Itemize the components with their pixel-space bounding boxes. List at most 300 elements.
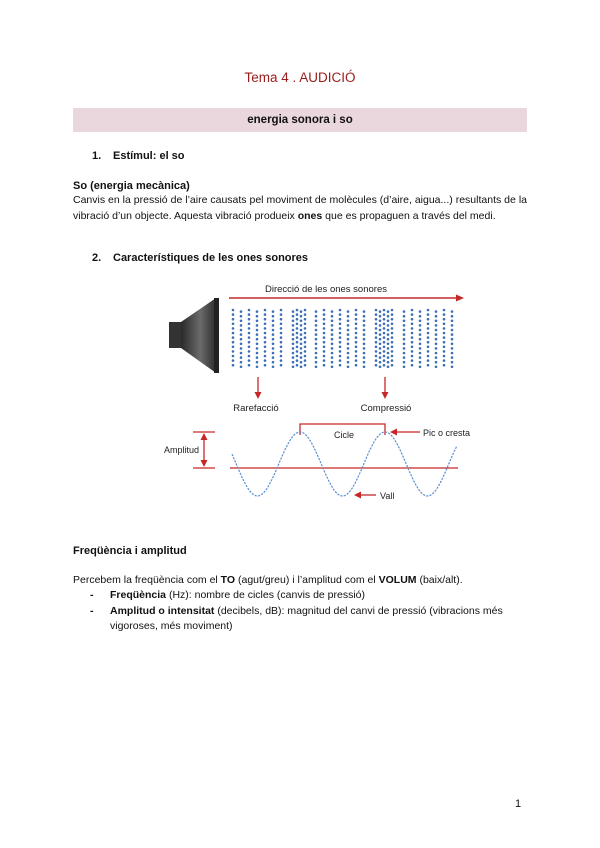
molecule-dot: [248, 327, 251, 330]
molecule-dot: [443, 350, 446, 353]
molecule-dot: [300, 347, 303, 350]
molecule-dot: [300, 320, 303, 323]
molecule-dot: [363, 320, 366, 323]
molecule-dot: [292, 315, 295, 318]
molecule-dot: [232, 336, 235, 339]
molecule-dot: [411, 323, 414, 326]
molecule-dot: [296, 323, 299, 326]
molecule-dot: [272, 320, 275, 323]
molecule-dot: [403, 347, 406, 350]
molecule-dot: [264, 323, 267, 326]
molecule-dot: [403, 324, 406, 327]
freq-heading: Freqüència i amplitud: [73, 545, 187, 557]
molecule-dot: [240, 347, 243, 350]
molecule-dot: [363, 366, 366, 369]
molecule-dot: [280, 359, 283, 362]
molecule-dot: [331, 315, 334, 318]
molecule-dot: [248, 346, 251, 349]
section-2-title: Característiques de les ones sonores: [113, 252, 309, 264]
molecule-dot: [443, 318, 446, 321]
molecule-dot: [264, 313, 267, 316]
molecule-dot: [451, 352, 454, 355]
molecule-dot: [323, 336, 326, 339]
molecule-dot: [232, 350, 235, 353]
molecule-dot: [315, 356, 318, 359]
molecule-dot: [427, 323, 430, 326]
molecule-dot: [411, 318, 414, 321]
molecule-dot: [451, 338, 454, 341]
molecule-dot: [300, 343, 303, 346]
molecule-dot: [347, 347, 350, 350]
molecule-dot: [339, 350, 342, 353]
molecule-dot: [323, 327, 326, 330]
molecule-dot: [403, 320, 406, 323]
freq-intro-c: (baix/alt).: [416, 574, 463, 586]
bullet-dash: -: [90, 589, 94, 601]
molecule-dot: [272, 352, 275, 355]
molecule-dot: [443, 323, 446, 326]
molecule-dot: [300, 338, 303, 341]
molecule-dots: [232, 309, 454, 368]
molecule-dot: [387, 361, 390, 364]
molecule-dot: [240, 329, 243, 332]
molecule-dot: [379, 324, 382, 327]
molecule-dot: [272, 347, 275, 350]
molecule-dot: [339, 336, 342, 339]
molecule-dot: [379, 347, 382, 350]
molecule-dot: [435, 329, 438, 332]
molecule-dot: [272, 333, 275, 336]
molecule-dot: [248, 332, 251, 335]
freq-bullet-list: [90, 588, 530, 635]
compression-arrow: [382, 377, 389, 399]
molecule-dot: [383, 350, 386, 353]
molecule-dot: [240, 361, 243, 364]
molecule-dot: [296, 327, 299, 330]
molecule-dot: [411, 355, 414, 358]
molecule-dot: [240, 333, 243, 336]
molecule-dot: [411, 336, 414, 339]
molecule-dot: [355, 318, 358, 321]
molecule-dot: [339, 346, 342, 349]
molecule-dot: [403, 315, 406, 318]
molecule-dot: [375, 313, 378, 316]
molecule-dot: [375, 332, 378, 335]
molecule-dot: [240, 315, 243, 318]
bullet-desc: (Hz): nombre de cicles (canvis de pressió): [166, 589, 366, 601]
molecule-dot: [315, 361, 318, 364]
molecule-dot: [240, 366, 243, 369]
molecule-dot: [391, 309, 394, 312]
direction-label: Direcció de les ones sonores: [265, 284, 387, 295]
molecule-dot: [304, 327, 307, 330]
molecule-dot: [363, 310, 366, 313]
molecule-dot: [435, 352, 438, 355]
molecule-dot: [355, 355, 358, 358]
molecule-dot: [391, 364, 394, 367]
molecule-dot: [256, 356, 259, 359]
molecule-dot: [427, 346, 430, 349]
molecule-dot: [315, 324, 318, 327]
molecule-dot: [292, 320, 295, 323]
molecule-dot: [300, 329, 303, 332]
molecule-dot: [435, 333, 438, 336]
molecule-dot: [323, 346, 326, 349]
molecule-dot: [264, 309, 267, 312]
molecule-dot: [292, 343, 295, 346]
molecule-dot: [383, 323, 386, 326]
molecule-dot: [296, 364, 299, 367]
molecule-dot: [232, 359, 235, 362]
molecule-dot: [403, 356, 406, 359]
molecule-dot: [435, 366, 438, 369]
molecule-dot: [443, 355, 446, 358]
molecule-dot: [403, 310, 406, 313]
molecule-dot: [339, 309, 342, 312]
molecule-dot: [387, 329, 390, 332]
molecule-dot: [355, 336, 358, 339]
molecule-dot: [304, 309, 307, 312]
molecule-dot: [256, 361, 259, 364]
peak-label: Pic o cresta: [423, 428, 471, 438]
molecule-dot: [403, 352, 406, 355]
bullet-term: Amplitud o intensitat: [110, 604, 215, 617]
molecule-dot: [240, 352, 243, 355]
molecule-dot: [355, 332, 358, 335]
molecule-dot: [391, 323, 394, 326]
molecule-dot: [315, 343, 318, 346]
molecule-dot: [379, 329, 382, 332]
molecule-dot: [427, 318, 430, 321]
direction-arrow: [229, 295, 464, 302]
molecule-dot: [248, 336, 251, 339]
molecule-dot: [248, 341, 251, 344]
molecule-dot: [403, 361, 406, 364]
molecule-dot: [355, 313, 358, 316]
molecule-dot: [280, 346, 283, 349]
molecule-dot: [347, 333, 350, 336]
molecule-dot: [248, 313, 251, 316]
molecule-dot: [280, 350, 283, 353]
so-text-a: Canvis en la pressió de l’aire causats pel moviment de molècules (d’aire, aigua...) resultants de la vibració d’un objecte. Aquesta vibració produeix: [73, 194, 527, 222]
molecule-dot: [240, 320, 243, 323]
molecule-dot: [451, 320, 454, 323]
molecule-dot: [347, 315, 350, 318]
molecule-dot: [363, 356, 366, 359]
molecule-dot: [339, 323, 342, 326]
molecule-dot: [256, 315, 259, 318]
molecule-dot: [379, 361, 382, 364]
molecule-dot: [383, 346, 386, 349]
molecule-dot: [427, 364, 430, 367]
molecule-dot: [296, 313, 299, 316]
molecule-dot: [451, 343, 454, 346]
molecule-dot: [264, 364, 267, 367]
molecule-dot: [296, 355, 299, 358]
molecule-dot: [280, 341, 283, 344]
molecule-dot: [419, 366, 422, 369]
molecule-dot: [280, 309, 283, 312]
molecule-dot: [232, 313, 235, 316]
molecule-dot: [383, 327, 386, 330]
molecule-dot: [427, 341, 430, 344]
molecule-dot: [451, 361, 454, 364]
molecule-dot: [315, 315, 318, 318]
molecule-dot: [443, 341, 446, 344]
molecule-dot: [387, 352, 390, 355]
molecule-dot: [323, 341, 326, 344]
molecule-dot: [435, 356, 438, 359]
peak-arrow: [390, 429, 420, 436]
molecule-dot: [272, 343, 275, 346]
molecule-dot: [323, 318, 326, 321]
molecule-dot: [427, 359, 430, 362]
molecule-dot: [292, 347, 295, 350]
molecule-dot: [248, 364, 251, 367]
molecule-dot: [419, 324, 422, 327]
section-2-number: 2.: [92, 252, 102, 264]
molecule-dot: [363, 343, 366, 346]
molecule-dot: [331, 366, 334, 369]
molecule-dot: [300, 356, 303, 359]
molecule-dot: [379, 315, 382, 318]
molecule-dot: [300, 315, 303, 318]
molecule-dot: [363, 333, 366, 336]
list-item: [90, 588, 530, 604]
amplitude-label: Amplitud: [164, 445, 200, 455]
molecule-dot: [411, 341, 414, 344]
bullet-term: Freqüència: [110, 589, 167, 601]
molecule-dot: [443, 327, 446, 330]
molecule-dot: [419, 333, 422, 336]
molecule-dot: [315, 333, 318, 336]
molecule-dot: [451, 347, 454, 350]
molecule-dot: [435, 343, 438, 346]
molecule-dot: [304, 346, 307, 349]
molecule-dot: [280, 364, 283, 367]
molecule-dot: [296, 336, 299, 339]
molecule-dot: [347, 366, 350, 369]
molecule-dot: [411, 313, 414, 316]
molecule-dot: [296, 346, 299, 349]
sound-wave: [232, 432, 457, 496]
molecule-dot: [391, 346, 394, 349]
molecule-dot: [375, 318, 378, 321]
molecule-dot: [232, 364, 235, 367]
molecule-dot: [391, 359, 394, 362]
page-number: 1: [515, 798, 522, 810]
molecule-dot: [232, 327, 235, 330]
molecule-dot: [355, 359, 358, 362]
molecule-dot: [256, 333, 259, 336]
molecule-dot: [411, 332, 414, 335]
molecule-dot: [292, 324, 295, 327]
molecule-dot: [435, 315, 438, 318]
molecule-dot: [315, 320, 318, 323]
molecule-dot: [355, 364, 358, 367]
molecule-dot: [339, 341, 342, 344]
molecule-dot: [451, 329, 454, 332]
molecule-dot: [280, 318, 283, 321]
molecule-dot: [379, 310, 382, 313]
speaker-icon: [169, 298, 219, 373]
molecule-dot: [435, 320, 438, 323]
molecule-dot: [280, 313, 283, 316]
molecule-dot: [240, 338, 243, 341]
molecule-dot: [232, 332, 235, 335]
molecule-dot: [379, 343, 382, 346]
molecule-dot: [248, 318, 251, 321]
molecule-dot: [443, 309, 446, 312]
molecule-dot: [256, 352, 259, 355]
molecule-dot: [363, 324, 366, 327]
molecule-dot: [419, 352, 422, 355]
molecule-dot: [292, 352, 295, 355]
molecule-dot: [387, 333, 390, 336]
molecule-dot: [387, 356, 390, 359]
banner-text: energia sonora i so: [247, 114, 353, 126]
molecule-dot: [383, 341, 386, 344]
molecule-dot: [323, 323, 326, 326]
molecule-dot: [391, 355, 394, 358]
molecule-dot: [383, 309, 386, 312]
molecule-dot: [296, 350, 299, 353]
molecule-dot: [379, 333, 382, 336]
molecule-dot: [383, 318, 386, 321]
molecule-dot: [419, 310, 422, 313]
molecule-dot: [435, 347, 438, 350]
molecule-dot: [339, 359, 342, 362]
molecule-dot: [304, 323, 307, 326]
molecule-dot: [375, 309, 378, 312]
molecule-dot: [347, 324, 350, 327]
molecule-dot: [339, 364, 342, 367]
molecule-dot: [419, 347, 422, 350]
molecule-dot: [280, 336, 283, 339]
molecule-dot: [419, 320, 422, 323]
molecule-dot: [363, 315, 366, 318]
molecule-dot: [383, 355, 386, 358]
molecule-dot: [355, 327, 358, 330]
molecule-dot: [375, 364, 378, 367]
molecule-dot: [451, 356, 454, 359]
molecule-dot: [339, 332, 342, 335]
page-title: Tema 4 . AUDICIÓ: [244, 70, 356, 85]
molecule-dot: [296, 318, 299, 321]
molecule-dot: [300, 310, 303, 313]
so-heading: So (energia mecànica): [73, 180, 190, 192]
molecule-dot: [280, 355, 283, 358]
molecule-dot: [339, 327, 342, 330]
molecule-dot: [391, 313, 394, 316]
molecule-dot: [427, 332, 430, 335]
molecule-dot: [419, 343, 422, 346]
molecule-dot: [272, 324, 275, 327]
molecule-dot: [451, 310, 454, 313]
molecule-dot: [403, 338, 406, 341]
molecule-dot: [347, 310, 350, 313]
molecule-dot: [300, 352, 303, 355]
molecule-dot: [375, 350, 378, 353]
molecule-dot: [355, 341, 358, 344]
molecule-dot: [300, 324, 303, 327]
molecule-dot: [315, 310, 318, 313]
molecule-dot: [264, 346, 267, 349]
molecule-dot: [427, 350, 430, 353]
molecule-dot: [323, 313, 326, 316]
molecule-dot: [375, 336, 378, 339]
molecule-dot: [256, 366, 259, 369]
molecule-dot: [347, 338, 350, 341]
molecule-dot: [383, 364, 386, 367]
molecule-dot: [443, 359, 446, 362]
molecule-dot: [411, 327, 414, 330]
molecule-dot: [280, 327, 283, 330]
molecule-dot: [248, 309, 251, 312]
molecule-dot: [296, 309, 299, 312]
molecule-dot: [296, 341, 299, 344]
molecule-dot: [419, 338, 422, 341]
molecule-dot: [435, 361, 438, 364]
molecule-dot: [248, 355, 251, 358]
molecule-dot: [240, 356, 243, 359]
molecule-dot: [419, 356, 422, 359]
molecule-dot: [375, 355, 378, 358]
molecule-dot: [304, 336, 307, 339]
molecule-dot: [411, 309, 414, 312]
molecule-dot: [391, 318, 394, 321]
trough-arrow: [354, 492, 376, 499]
section-1-number: 1.: [92, 150, 102, 162]
molecule-dot: [331, 329, 334, 332]
molecule-dot: [403, 333, 406, 336]
molecule-dot: [272, 361, 275, 364]
freq-intro-to: TO: [220, 574, 236, 586]
freq-intro-a: Percebem la freqüència com el: [73, 574, 221, 586]
molecule-dot: [347, 361, 350, 364]
molecule-dot: [315, 352, 318, 355]
molecule-dot: [232, 355, 235, 358]
molecule-dot: [331, 310, 334, 313]
molecule-dot: [435, 310, 438, 313]
molecule-dot: [323, 350, 326, 353]
molecule-dot: [411, 359, 414, 362]
molecule-dot: [304, 359, 307, 362]
molecule-dot: [443, 332, 446, 335]
molecule-dot: [264, 332, 267, 335]
molecule-dot: [331, 324, 334, 327]
molecule-dot: [292, 310, 295, 313]
molecule-dot: [347, 329, 350, 332]
molecule-dot: [323, 359, 326, 362]
molecule-dot: [272, 329, 275, 332]
molecule-dot: [256, 320, 259, 323]
molecule-dot: [272, 338, 275, 341]
molecule-dot: [256, 310, 259, 313]
molecule-dot: [419, 329, 422, 332]
molecule-dot: [272, 366, 275, 369]
molecule-dot: [272, 356, 275, 359]
molecule-dot: [347, 320, 350, 323]
molecule-dot: [248, 350, 251, 353]
molecule-dot: [331, 333, 334, 336]
section-1-title: Estímul: el so: [113, 150, 185, 162]
freq-intro-volum: VOLUM: [378, 574, 417, 586]
molecule-dot: [375, 346, 378, 349]
molecule-dot: [304, 313, 307, 316]
molecule-dot: [443, 313, 446, 316]
molecule-dot: [292, 356, 295, 359]
